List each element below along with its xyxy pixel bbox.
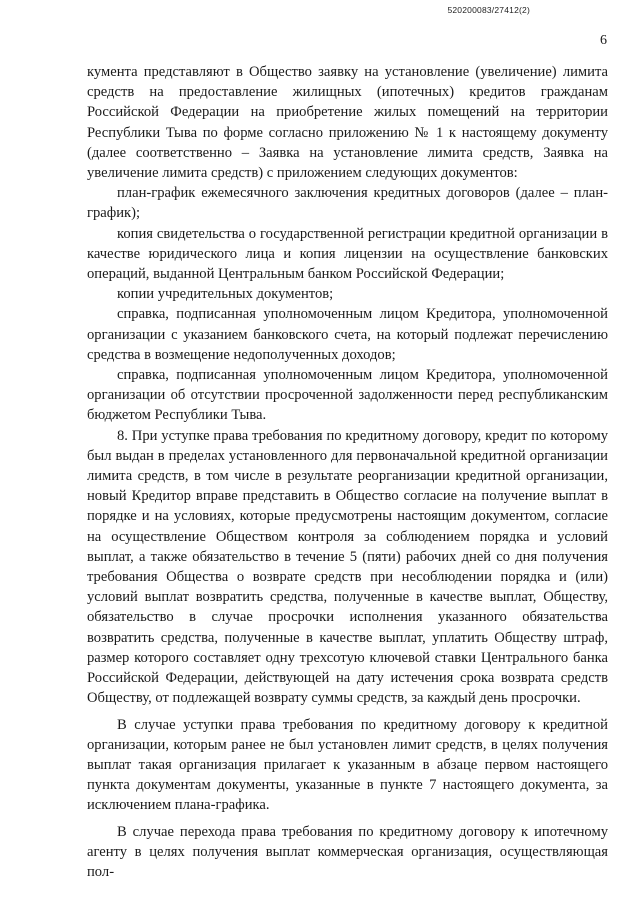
list-item-plan-schedule: план-график ежемесячного заключения кредитных договоров (далее – план-график);: [87, 185, 608, 222]
paragraph-mortgage-agent-case: В случае перехода права требования по кредитному договору к ипотечному агенту в целях получения выплат коммерческая организация, осуществляющая пол-: [87, 823, 608, 880]
list-item-bank-account-certificate: справка, подписанная уполномоченным лицом Кредитора, уполномоченной организации с указанием банковского счета, на который подлежат перечислению средства в возмещение недополученных доходов;: [87, 306, 608, 363]
page-number: 6: [600, 33, 607, 48]
document-body: [87, 62, 608, 882]
paragraph-continuation: кумента представляют в Общество заявку на установление (увеличение) лимита средств на предоставление жилищных (ипотечных) кредитов гражданам Российской Федерации на приобретение жилых помещений на территории Республики Тыва по форме согласно приложению № 1 к настоящему документу (далее соответственно – Заявка на установление лимита средств, Заявка на увеличение лимита средств) с приложением следующих документов:: [87, 64, 608, 182]
list-item-registration-copy: копия свидетельства о государственной регистрации кредитной организации в качестве юридического лица и копия лицензии на осуществление банковских операций, выданной Центральным банком Российской Федерации;: [87, 225, 608, 283]
list-item-no-debt-certificate: справка, подписанная уполномоченным лицом Кредитора, уполномоченной организации об отсутствии просроченной задолженности перед республиканским бюджетом Республики Тыва.: [87, 367, 608, 424]
paragraph-clause-8: 8. При уступке права требования по кредитному договору, кредит по которому был выдан в пределах установленного для первоначальной кредитной организации лимита средств, в том числе в результате реорганизации кредитной организации, новый Кредитор вправе представить в Общество согласие на получение выплат в порядке и на условиях, которые предусмотрены настоящим документом, согласие на осуществление Обществом контроля за соблюдением порядка и условий выплат, а также обязательство в течение 5 (пяти) рабочих дней со дня получения требования Общества о возврате средств при несоблюдении порядка и (или) условий выплат возвратить средства, полученные в качестве выплат, Обществу, обязательство в случае просрочки исполнения указанного обязательства возвратить средства, полученные в качестве выплат, уплатить Обществу штраф, размер которого составляет одну трехсотую ключевой ставки Центрального банка Российской Федерации, действующей на дату истечения срока возврата средств Обществу, от подлежащей возврату суммы средств, за каждый день просрочки.: [87, 427, 608, 707]
document-code: 520200083/27412(2): [447, 5, 530, 15]
paragraph-assignment-case: В случае уступки права требования по кредитному договору к кредитной организации, которым ранее не был установлен лимит средств, в целях получения выплат такая организация прилагает к указанным в абзаце первом настоящего пункта документам документы, указанные в пункте 7 настоящего документа, за исключением плана-графика.: [87, 716, 608, 814]
list-item-founding-documents: копии учредительных документов;: [117, 286, 334, 303]
